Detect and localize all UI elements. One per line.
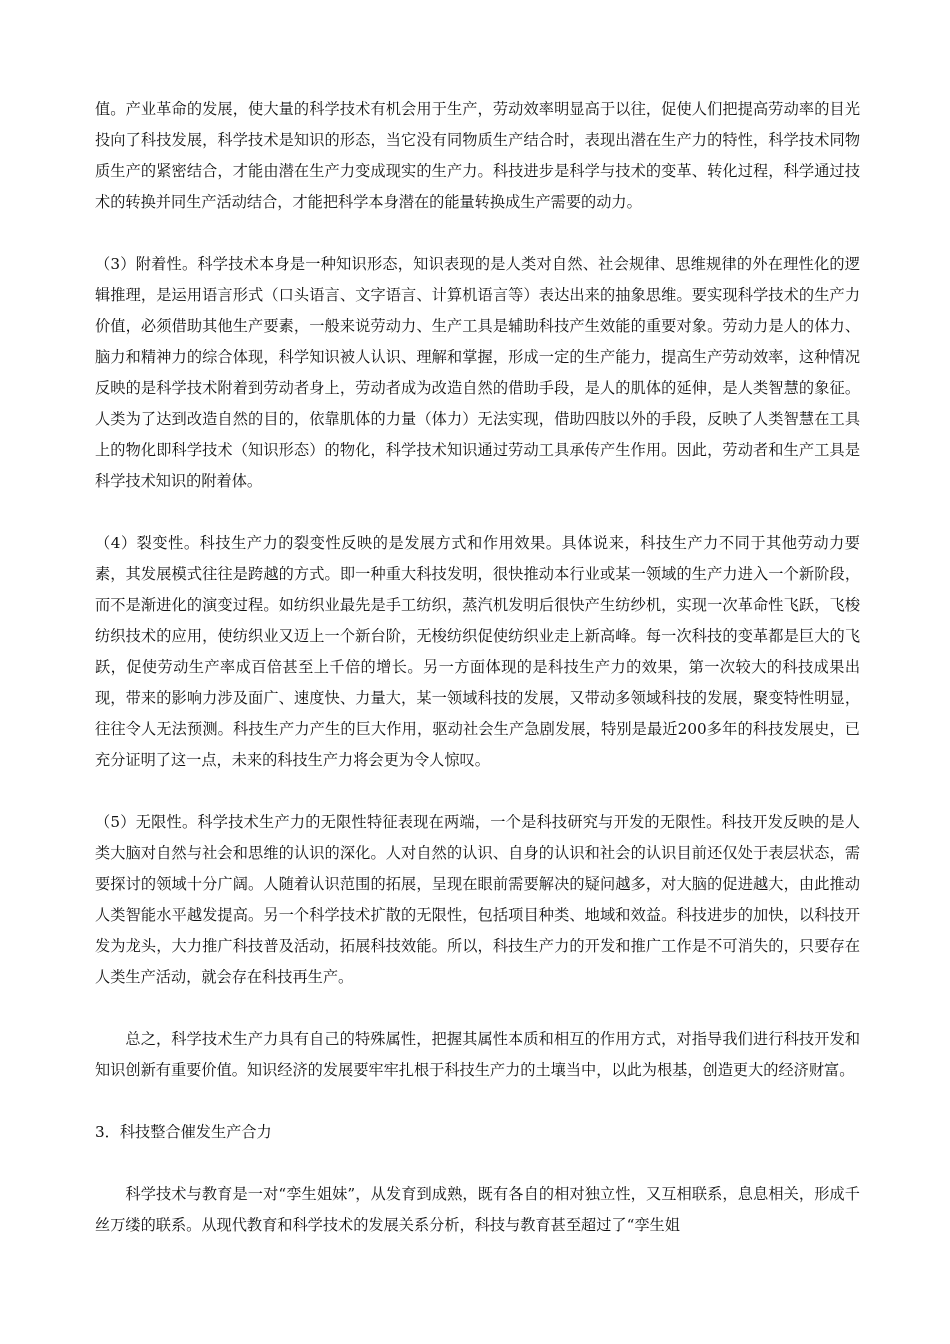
paragraph-science-education: 科学技术与教育是一对“孪生姐妹”，从发育到成熟，既有各自的相对独立性，又互相联系，息息相关，形成千丝万缕的联系。从现代教育和科学技术的发展关系分析，科技与教育甚至超过了“孪生姐 <box>95 1185 860 1234</box>
paragraph-fission: （4）裂变性。科技生产力的裂变性反映的是发展方式和作用效果。具体说来，科技生产力不同于其他劳动力要素，其发展模式往往是跨越的方式。即一种重大科技发明，很快推动本行业或某一领域的生产力进入一个新阶段，而不是渐进化的演变过程。如纺织业最先是手工纺织，蒸汽机发明后很快产生纺纱机，实现一次革命性飞跃，飞梭纺织技术的应用，使纺织业又迈上一个新台阶，无梭纺织促使纺织业走上新高峰。每一次科技的变革都是巨大的飞跃，促使劳动生产率成百倍甚至上千倍的增长。另一方面体现的是科技生产力的效果，第一次较大的科技成果出现，带来的影响力涉及面广、速度快、力量大，某一领域科技的发展，又带动多领域科技的发展，聚变特性明显，往往令人无法预测。科技生产力产生的巨大作用，驱动社会生产急剧发展，特别是最近200多年的科技发展史，已充分证明了这一点，未来的科技生产力将会更为令人惊叹。 <box>95 534 860 769</box>
paragraph-spacer <box>95 993 860 1024</box>
paragraph-spacer <box>95 776 860 807</box>
paragraph-attachment: （3）附着性。科学技术本身是一种知识形态，知识表现的是人类对自然、社会规律、思维规律的外在理性化的逻辑推理，是运用语言形式（口头语言、文字语言、计算机语言等）表达出来的抽象思维。要实现科学技术的生产力价值，必须借助其他生产要素，一般来说劳动力、生产工具是辅助科技产生效能的重要对象。劳动力是人的体力、脑力和精神力的综合体现，科学知识被人认识、理解和掌握，形成一定的生产能力，提高生产劳动效率，这种情况反映的是科学技术附着到劳动者身上，劳动者成为改造自然的借助手段，是人的肌体的延伸，是人类智慧的象征。人类为了达到改造自然的目的，依靠肌体的力量（体力）无法实现，借助四肢以外的手段，反映了人类智慧在工具上的物化即科学技术（知识形态）的物化，科学技术知识通过劳动工具承传产生作用。因此，劳动者和生产工具是科学技术知识的附着体。 <box>95 255 860 490</box>
paragraph-productivity-value: 值。产业革命的发展，使大量的科学技术有机会用于生产，劳动效率明显高于以往，促使人们把提高劳动率的目光投向了科技发展，科学技术是知识的形态，当它没有同物质生产结合时，表现出潜在生产力的特性，科学技术同物质生产的紧密结合，才能由潜在生产力变成现实的生产力。科技进步是科学与技术的变革、转化过程，科学通过技术的转换并同生产活动结合，才能把科学本身潜在的能量转换成生产需要的动力。 <box>95 100 860 211</box>
paragraph-spacer <box>95 1148 860 1179</box>
paragraph-spacer <box>95 218 860 249</box>
document-page <box>95 94 860 1241</box>
section-heading: 3．科技整合催发生产合力 <box>95 1123 272 1141</box>
paragraph-spacer <box>95 1086 860 1117</box>
paragraph-summary: 总之，科学技术生产力具有自己的特殊属性，把握其属性本质和相互的作用方式，对指导我们进行科技开发和知识创新有重要价值。知识经济的发展要牢牢扎根于科技生产力的土壤当中，以此为根基，创造更大的经济财富。 <box>95 1030 860 1079</box>
paragraph-infinity: （5）无限性。科学技术生产力的无限性特征表现在两端，一个是科技研究与开发的无限性。科技开发反映的是人类大脑对自然与社会和思维的认识的深化。人对自然的认识、自身的认识和社会的认识目前还仅处于表层状态，需要探讨的领域十分广阔。人随着认识范围的拓展，呈现在眼前需要解决的疑问越多，对大脑的促进越大，由此推动人类智能水平越发提高。另一个科学技术扩散的无限性，包括项目种类、地域和效益。科技进步的加快，以科技开发为龙头，大力推广科技普及活动，拓展科技效能。所以，科技生产力的开发和推广工作是不可消失的，只要存在人类生产活动，就会存在科技再生产。 <box>95 813 860 986</box>
paragraph-spacer <box>95 497 860 528</box>
